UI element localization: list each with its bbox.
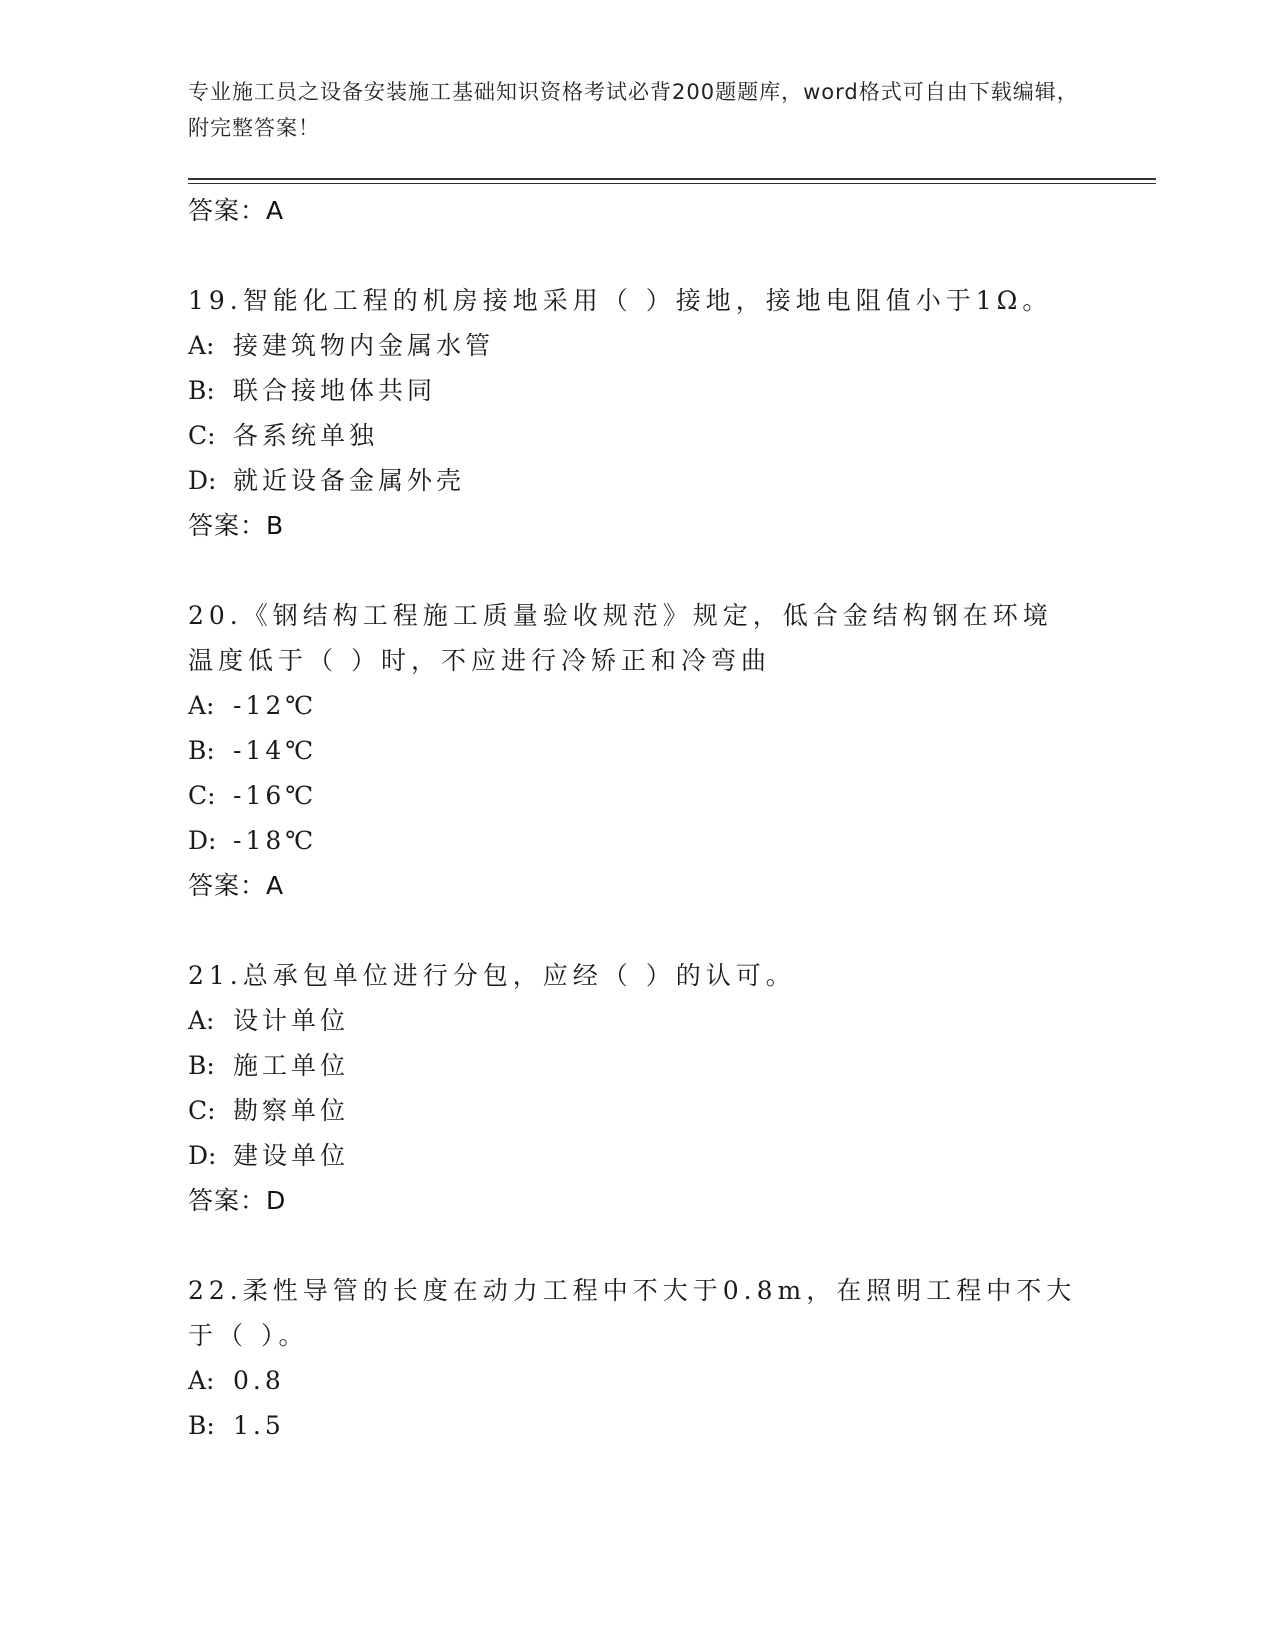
option-d: D: -18℃ (188, 826, 318, 855)
option-a: A: 接建筑物内金属水管 (188, 331, 495, 360)
option-a: A: 0.8 (188, 1366, 285, 1395)
question-stem: 20.《钢结构工程施工质量验收规范》规定，低合金结构钢在环境温度低于（ ）时，不应进行冷矫正和冷弯曲 (188, 601, 1053, 675)
page-header: 专业施工员之设备安装施工基础知识资格考试必背200题题库，word格式可自由下载编辑，附完整答案！ (188, 80, 1079, 140)
option-b: B: 1.5 (188, 1411, 285, 1440)
answer-line: 答案：A (188, 871, 285, 900)
option-b: B: -14℃ (188, 736, 318, 765)
option-a: A: 设计单位 (188, 1006, 350, 1035)
answer-line: 答案：B (188, 511, 285, 540)
document-body (188, 188, 1088, 1448)
answer-line: 答案：D (188, 1186, 287, 1215)
question-stem: 22.柔性导管的长度在动力工程中不大于0.8m，在照明工程中不大于（ ）。 (188, 1276, 1077, 1350)
answer-value: A (266, 871, 285, 900)
question-stem: 21.总承包单位进行分包，应经（ ）的认可。 (188, 961, 796, 990)
answer-value: A (266, 196, 285, 225)
option-a: A: -12℃ (188, 691, 318, 720)
answer-value: D (266, 1186, 287, 1215)
header-rule-thin (188, 183, 1156, 184)
answer-value: B (266, 511, 285, 540)
question-stem: 19.智能化工程的机房接地采用（ ）接地，接地电阻值小于1Ω。 (188, 286, 1053, 315)
option-c: C: 勘察单位 (188, 1096, 350, 1125)
answer-line: 答案：A (188, 196, 285, 225)
option-b: B: 施工单位 (188, 1051, 350, 1080)
option-d: D: 建设单位 (188, 1141, 350, 1170)
option-c: C: -16℃ (188, 781, 318, 810)
header-rule-thick (188, 178, 1156, 180)
option-c: C: 各系统单独 (188, 421, 379, 450)
option-d: D: 就近设备金属外壳 (188, 466, 466, 495)
option-b: B: 联合接地体共同 (188, 376, 437, 405)
